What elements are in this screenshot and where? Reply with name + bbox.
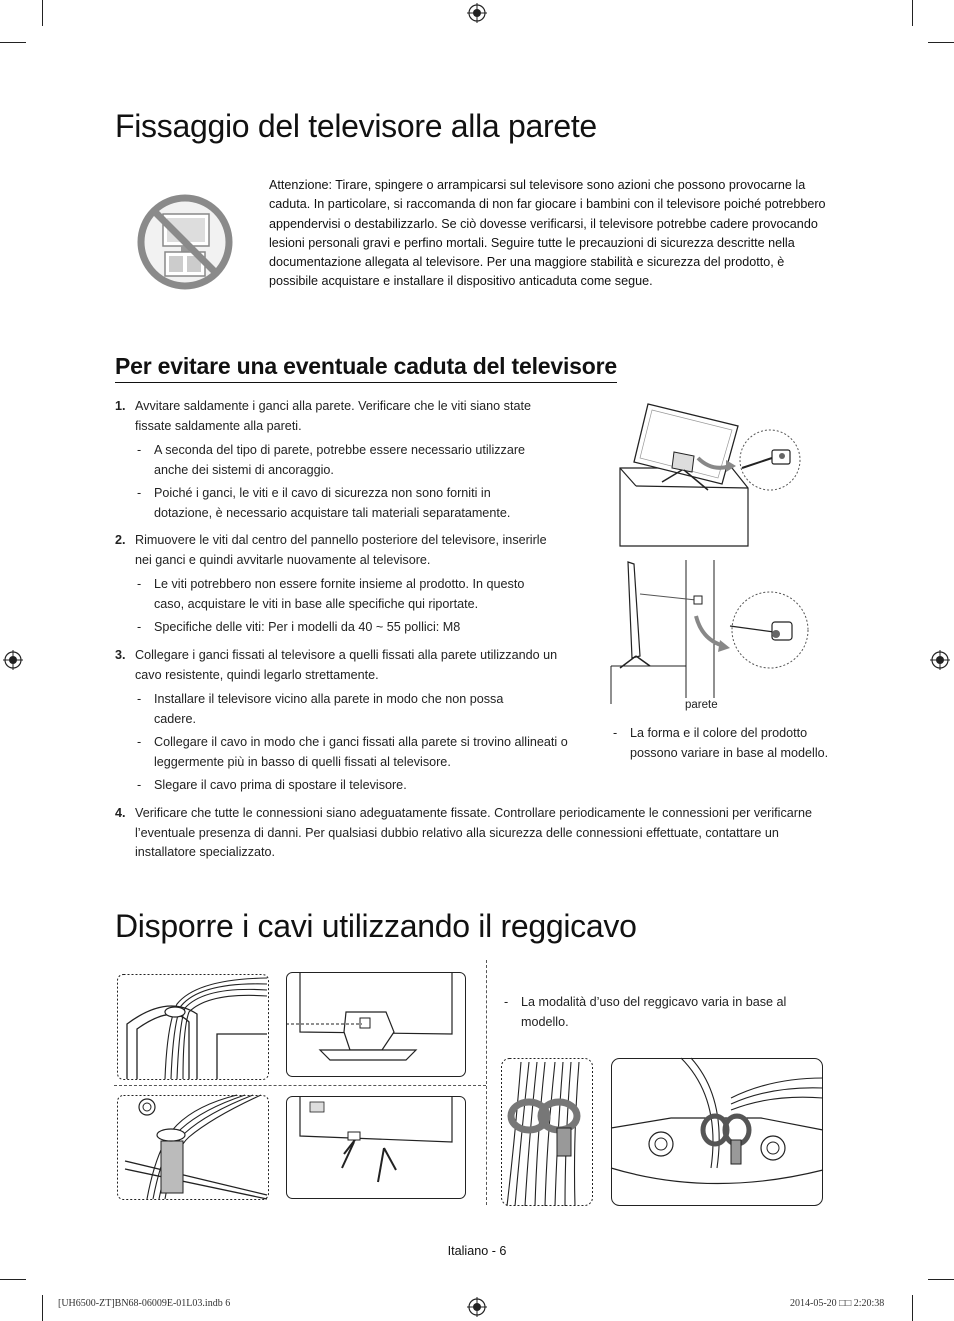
step-number: 2. (115, 533, 126, 547)
dash-bullet: - (137, 692, 142, 706)
note-text: Installare il televisore vicino alla parete in modo che non possa cadere. (154, 692, 504, 726)
step-number: 1. (115, 399, 126, 413)
step-text: Verificare che tutte le connessioni siano adeguatamente fissate. Controllare periodicamente le connessioni per verificarne l’eventuale presenza di danni. Per qualsiasi dubbio relativo alla sicurezza delle connessioni effettuate, contattare un installatore specializzato. (135, 806, 812, 859)
warning-text: Attenzione: Tirare, spingere o arrampicarsi sul televisore sono azioni che possono provocarne la caduta. In particolare, si raccomanda di non far giocare i bambini con il televisore poiché potrebbero appendervisi o destabilizzarlo. Se ciò dovesse verificarsi, il televisore potrebbe cadere provocando lesioni personali gravi e perfino mortali. Seguire tutte le precauzioni di sicurezza descritte nella documentazione allegata al televisore. Per una maggiore stabilità e sicurezza del prodotto, è possibile acquistare e installare il dispositivo anticaduta come segue. (269, 178, 826, 289)
page-number: Italiano - 6 (447, 1244, 507, 1258)
cable-note (504, 993, 811, 1032)
registration-mark-icon (467, 1297, 487, 1317)
step-2-note (137, 618, 554, 638)
dash-bullet: - (137, 620, 142, 634)
step-3-note (137, 733, 589, 772)
crop-mark (42, 0, 43, 26)
divider (486, 960, 487, 1205)
dash-bullet: - (613, 726, 618, 740)
page-title: Fissaggio del televisore alla parete (115, 108, 597, 144)
step-number: 3. (115, 648, 126, 662)
note-text: Slegare il cavo prima di spostare il televisore. (154, 778, 407, 792)
step-text: Collegare i ganci fissati al televisore a quelli fissati alla parete utilizzando un cavo resistente, quindi legarlo strettamente. (135, 648, 558, 682)
note-text: A seconda del tipo di parete, potrebbe essere necessario utilizzare anche dei sistemi di ancoraggio. (154, 443, 526, 477)
divider (114, 1085, 486, 1086)
tv-stand-illustration (612, 400, 842, 550)
step-1-note (137, 441, 549, 480)
note-text: La modalità d’uso del reggicavo varia in base al modello. (521, 995, 787, 1029)
crop-mark (912, 1295, 913, 1321)
crop-mark (0, 1279, 26, 1280)
step-1-note (137, 484, 549, 523)
dash-bullet: - (137, 735, 142, 749)
registration-mark-icon (3, 650, 23, 670)
registration-mark-icon (467, 3, 487, 23)
dash-bullet: - (137, 577, 142, 591)
tv-stand-back-illustration (286, 1096, 466, 1200)
wall-label: parete (685, 699, 718, 711)
step-3-note (137, 690, 534, 729)
wall-anchor-illustration (610, 560, 840, 710)
section-title: Disporre i cavi utilizzando il reggicavo (115, 908, 637, 944)
crop-mark (912, 0, 913, 26)
step-text: Avvitare saldamente i ganci alla parete. Verificare che le viti siano state fissate saldamente alla pareti. (135, 399, 531, 433)
cable-bundle-illustration (501, 1058, 593, 1206)
dash-bullet: - (504, 995, 509, 1009)
step-4 (115, 804, 835, 863)
step-2-note (137, 575, 554, 614)
step-text: Rimuovere le viti dal centro del pannello posteriore del televisore, inserirle nei ganci e quindi avvitarle nuovamente al televisore. (135, 533, 547, 567)
step-2 (115, 531, 560, 570)
cable-clip-closeup-illustration (611, 1058, 823, 1206)
crop-mark (0, 42, 26, 43)
note-text: La forma e il colore del prodotto possono variare in base al modello. (630, 726, 829, 760)
note-text: Poiché i ganci, le viti e il cavo di sicurezza non sono forniti in dotazione, è necessario acquistare tali materiali separatamente. (154, 486, 511, 520)
note-text: Collegare il cavo in modo che i ganci fissati alla parete si trovino allineati o leggermente più in basso di quelli fissati al televisore. (154, 735, 568, 769)
cable-clip-illustration (117, 1095, 269, 1201)
dash-bullet: - (137, 778, 142, 792)
step-1 (115, 397, 545, 436)
step-number: 4. (115, 806, 126, 820)
tv-back-illustration (286, 972, 466, 1078)
figure-note (613, 724, 845, 763)
registration-mark-icon (930, 650, 950, 670)
print-info-file: [UH6500-ZT]BN68-06009E-01L03.indb 6 (58, 1298, 231, 1309)
step-3 (115, 646, 570, 685)
print-info-date: 2014-05-20 □□ 2:20:38 (790, 1298, 885, 1309)
dash-bullet: - (137, 443, 142, 457)
crop-mark (928, 42, 954, 43)
crop-mark (928, 1279, 954, 1280)
dash-bullet: - (137, 486, 142, 500)
section-subtitle: Per evitare una eventuale caduta del televisore (115, 353, 617, 383)
crop-mark (42, 1295, 43, 1321)
note-text: Specifiche delle viti: Per i modelli da 40 ~ 55 pollici: M8 (154, 620, 461, 634)
note-text: Le viti potrebbero non essere fornite insieme al prodotto. In questo caso, acquistare le viti in base alle specifiche qui riportate. (154, 577, 525, 611)
step-3-note (137, 776, 554, 796)
cable-holder-illustration (117, 974, 269, 1080)
no-climbing-icon (137, 194, 233, 290)
